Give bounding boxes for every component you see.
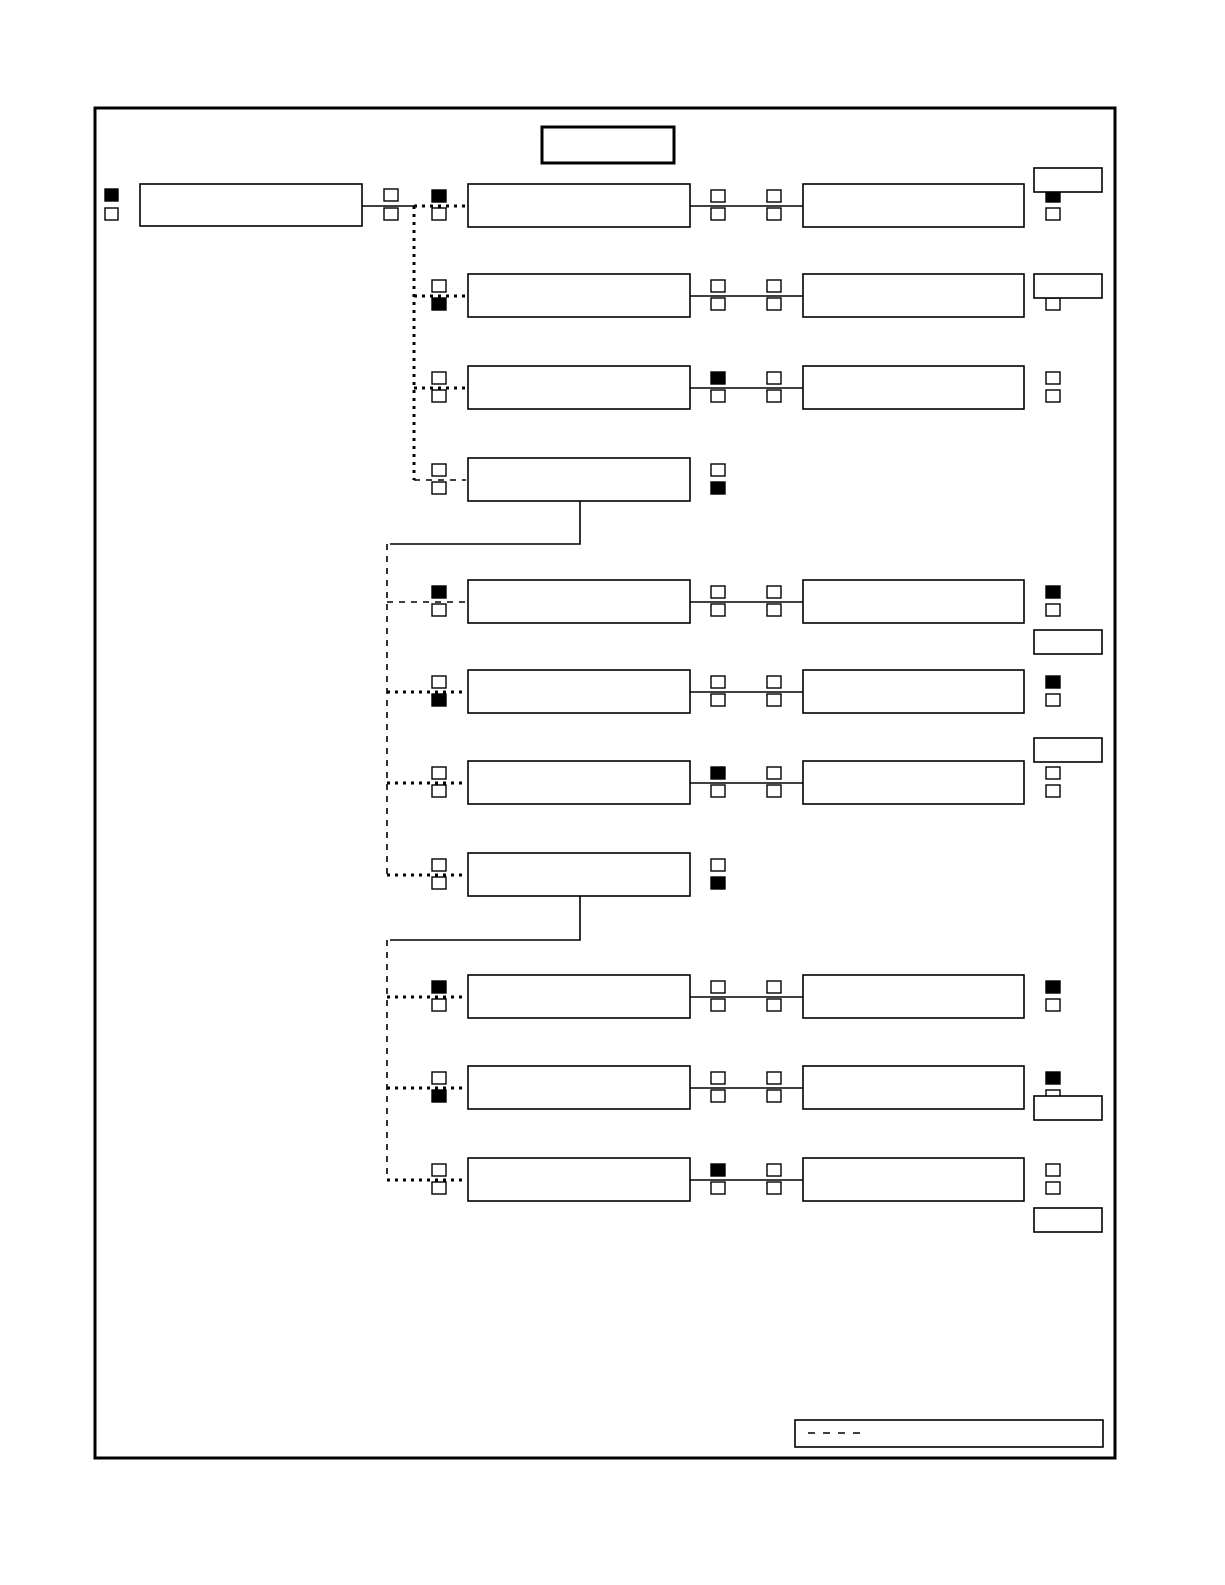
group-2-row-2-mid-right-indicator-bottom — [767, 694, 781, 706]
group-1-row-4-mid-left-indicator-bottom — [711, 482, 725, 494]
group-1-row-1-target-box — [803, 184, 1024, 227]
group-1-row-1-end-indicator-bottom — [1046, 208, 1060, 220]
group-3-row-1-mid-right-indicator-top — [767, 981, 781, 993]
group-1-row-3-mid-left-indicator-top — [711, 372, 725, 384]
group-1-row-4-mid-left-indicator-top — [711, 464, 725, 476]
group-2-row-3-mid-left-indicator-top — [711, 767, 725, 779]
root-node — [105, 184, 398, 226]
group-1-row-1-mid-right-indicator — [767, 190, 781, 220]
group-3-row-3-mid-left-indicator-bottom — [711, 1182, 725, 1194]
group-2-row-1-box — [468, 580, 690, 623]
group-3-row-2-end-indicator-top — [1046, 1072, 1060, 1084]
group-2-row-3-mid-right-indicator-top — [767, 767, 781, 779]
group-3-row-2-mid-left-indicator — [711, 1072, 725, 1102]
group-2-row-2-box — [468, 670, 690, 713]
group-1-row-2-box — [468, 274, 690, 317]
group-2-row-2-end-indicator-top — [1046, 676, 1060, 688]
group-1-row-4 — [414, 458, 725, 501]
group-3-row-2-target-box — [803, 1066, 1024, 1109]
group-1-row-3-mid-left-indicator-bottom — [711, 390, 725, 402]
group-1-row-2 — [414, 274, 1102, 317]
group-2-row-1-mid-right-indicator — [767, 586, 781, 616]
group-3-row-3-tag — [1034, 1208, 1102, 1232]
group-1-row-2-mid-right-indicator — [767, 280, 781, 310]
group-1-row-2-mid-left-indicator-top — [711, 280, 725, 292]
group-2-row-1 — [387, 580, 1102, 654]
group-1-row-3-end-indicator-bottom — [1046, 390, 1060, 402]
group-1-row-4-in-indicator-bottom — [432, 482, 446, 494]
group-3-row-1-mid-left-indicator-top — [711, 981, 725, 993]
group-2-row-4-mid-left-indicator-bottom — [711, 877, 725, 889]
group-3-row-1-in-indicator-bottom — [432, 999, 446, 1011]
group-2-row-1-in-indicator-bottom — [432, 604, 446, 616]
group-1-to-2-connector — [390, 500, 580, 544]
group-2-row-1-end-indicator-bottom — [1046, 604, 1060, 616]
group-3-row-3-end-indicator-bottom — [1046, 1182, 1060, 1194]
group-1-row-2-in-indicator-bottom — [432, 298, 446, 310]
group-3-row-3-mid-right-indicator-top — [767, 1164, 781, 1176]
root-indicator-top — [105, 189, 118, 201]
group-1-row-3-in-indicator-bottom — [432, 390, 446, 402]
title-box — [542, 127, 674, 163]
group-3-row-2-mid-right-indicator — [767, 1072, 781, 1102]
group-1-row-3-mid-right-indicator-top — [767, 372, 781, 384]
group-3-row-1-in-indicator-top — [432, 981, 446, 993]
group-2-row-1-target-box — [803, 580, 1024, 623]
group-2-row-4-in-indicator-bottom — [432, 877, 446, 889]
group-2-row-3-end-indicator-bottom — [1046, 785, 1060, 797]
group-2-row-2-mid-left-indicator — [711, 676, 725, 706]
group-1-row-1-in-indicator-bottom — [432, 208, 446, 220]
group-1-row-1-mid-left-indicator — [711, 190, 725, 220]
group-1-row-1-mid-left-indicator-top — [711, 190, 725, 202]
group-2-row-3-end-indicator-top — [1046, 767, 1060, 779]
group-1-row-1-box — [468, 184, 690, 227]
group-2-row-2-end-indicator-bottom — [1046, 694, 1060, 706]
group-3-row-1-mid-right-indicator — [767, 981, 781, 1011]
group-1-row-1-mid-left-indicator-bottom — [711, 208, 725, 220]
group-1-row-4-box — [468, 458, 690, 501]
diagram-rows — [387, 168, 1102, 1232]
group-2-row-2-mid-right-indicator — [767, 676, 781, 706]
group-3-row-3-in-indicator-bottom — [432, 1182, 446, 1194]
group-2-row-1-mid-left-indicator-bottom — [711, 604, 725, 616]
group-3-row-1-end-indicator — [1046, 981, 1060, 1011]
group-3-row-3-mid-left-indicator — [711, 1164, 725, 1194]
group-1-row-3-mid-left-indicator — [711, 372, 725, 402]
group-2-row-3 — [387, 738, 1102, 804]
group-3-row-1-end-indicator-bottom — [1046, 999, 1060, 1011]
group-1-row-3 — [414, 366, 1060, 409]
group-2-row-3-in-indicator-top — [432, 767, 446, 779]
group-3-row-2-tag — [1034, 1096, 1102, 1120]
group-2-row-1-tag — [1034, 630, 1102, 654]
group-2-row-1-mid-left-indicator-top — [711, 586, 725, 598]
group-3-row-1-mid-left-indicator-bottom — [711, 999, 725, 1011]
group-2-to-3-connector — [390, 894, 580, 940]
group-1-row-1 — [414, 168, 1102, 227]
group-1-row-3-in-indicator-top — [432, 372, 446, 384]
group-1-row-2-target-box — [803, 274, 1024, 317]
group-1-row-1-in-indicator-top — [432, 190, 446, 202]
group-1-row-2-end-indicator-bottom — [1046, 298, 1060, 310]
group-1-row-3-box — [468, 366, 690, 409]
group-2-row-2-target-box — [803, 670, 1024, 713]
group-3-row-2-in-indicator-bottom — [432, 1090, 446, 1102]
group-2-row-3-box — [468, 761, 690, 804]
root-box — [140, 184, 362, 226]
group-2-row-3-mid-left-indicator — [711, 767, 725, 797]
group-2-row-3-mid-left-indicator-bottom — [711, 785, 725, 797]
group-1-row-4-in-indicator-top — [432, 464, 446, 476]
group-3-row-1-mid-left-indicator — [711, 981, 725, 1011]
group-3-row-2-mid-left-indicator-bottom — [711, 1090, 725, 1102]
group-2-row-2 — [387, 670, 1060, 713]
root-indicator-bottom — [105, 208, 118, 220]
root-out-indicator-bottom — [384, 208, 398, 220]
group-2-row-3-mid-right-indicator — [767, 767, 781, 797]
group-1-row-2-tag — [1034, 274, 1102, 298]
group-3-row-2 — [387, 1066, 1102, 1120]
group-2-row-3-tag — [1034, 738, 1102, 762]
group-3-row-1-end-indicator-top — [1046, 981, 1060, 993]
group-2-row-1-mid-right-indicator-bottom — [767, 604, 781, 616]
group-2-row-2-mid-left-indicator-bottom — [711, 694, 725, 706]
group-2-row-1-in-indicator — [432, 586, 446, 616]
group-2-row-2-mid-left-indicator-top — [711, 676, 725, 688]
group-1-row-4-in-indicator — [432, 464, 446, 494]
group-1-row-3-end-indicator-top — [1046, 372, 1060, 384]
group-2-row-4-box — [468, 853, 690, 896]
group-1-row-1-mid-right-indicator-bottom — [767, 208, 781, 220]
group-2-row-3-target-box — [803, 761, 1024, 804]
group-3-row-3-in-indicator-top — [432, 1164, 446, 1176]
group-2-row-4-in-indicator-top — [432, 859, 446, 871]
group-2-row-3-in-indicator-bottom — [432, 785, 446, 797]
group-1-row-2-mid-left-indicator-bottom — [711, 298, 725, 310]
group-2-row-2-in-indicator-bottom — [432, 694, 446, 706]
group-3-row-3-end-indicator — [1046, 1164, 1060, 1194]
group-1-row-3-mid-right-indicator — [767, 372, 781, 402]
group-1-row-3-end-indicator — [1046, 372, 1060, 402]
group-2-row-1-mid-left-indicator — [711, 586, 725, 616]
group-2-row-2-end-indicator — [1046, 676, 1060, 706]
group-1-row-1-end-indicator — [1046, 190, 1060, 220]
group-1-row-2-mid-right-indicator-bottom — [767, 298, 781, 310]
group-2-row-4-mid-left-indicator-top — [711, 859, 725, 871]
group-1-row-1-tag — [1034, 168, 1102, 192]
group-3-row-2-mid-right-indicator-top — [767, 1072, 781, 1084]
group-3-row-3-box — [468, 1158, 690, 1201]
group-2-row-3-mid-right-indicator-bottom — [767, 785, 781, 797]
group-2-row-2-mid-right-indicator-top — [767, 676, 781, 688]
group-3-row-1-box — [468, 975, 690, 1018]
group-3-row-3-mid-right-indicator — [767, 1164, 781, 1194]
group-1-row-3-target-box — [803, 366, 1024, 409]
group-2-row-1-end-indicator-top — [1046, 586, 1060, 598]
group-3-row-3-end-indicator-top — [1046, 1164, 1060, 1176]
group-1-row-2-mid-right-indicator-top — [767, 280, 781, 292]
group-3-row-3-mid-left-indicator-top — [711, 1164, 725, 1176]
root-out-indicator-top — [384, 189, 398, 201]
group-2-row-1-end-indicator — [1046, 586, 1060, 616]
group-1-row-2-mid-left-indicator — [711, 280, 725, 310]
group-3-row-2-mid-left-indicator-top — [711, 1072, 725, 1084]
group-2-row-1-in-indicator-top — [432, 586, 446, 598]
group-2-row-4 — [387, 853, 725, 896]
group-2-row-3-end-indicator — [1046, 767, 1060, 797]
group-3-row-1 — [387, 975, 1060, 1018]
group-3-row-2-box — [468, 1066, 690, 1109]
group-3-row-3-mid-right-indicator-bottom — [767, 1182, 781, 1194]
group-1-row-3-mid-right-indicator-bottom — [767, 390, 781, 402]
group-3-row-2-in-indicator-top — [432, 1072, 446, 1084]
group-1-row-1-mid-right-indicator-top — [767, 190, 781, 202]
group-1-row-2-in-indicator-top — [432, 280, 446, 292]
group-3-row-1-mid-right-indicator-bottom — [767, 999, 781, 1011]
group-3-row-3-target-box — [803, 1158, 1024, 1201]
group-1-row-4-mid-left-indicator — [711, 464, 725, 494]
group-3-row-2-mid-right-indicator-bottom — [767, 1090, 781, 1102]
group-2-row-2-in-indicator-top — [432, 676, 446, 688]
group-3-row-1-target-box — [803, 975, 1024, 1018]
group-3-row-3 — [387, 1158, 1102, 1232]
group-2-row-4-mid-left-indicator — [711, 859, 725, 889]
group-2-row-1-mid-right-indicator-top — [767, 586, 781, 598]
